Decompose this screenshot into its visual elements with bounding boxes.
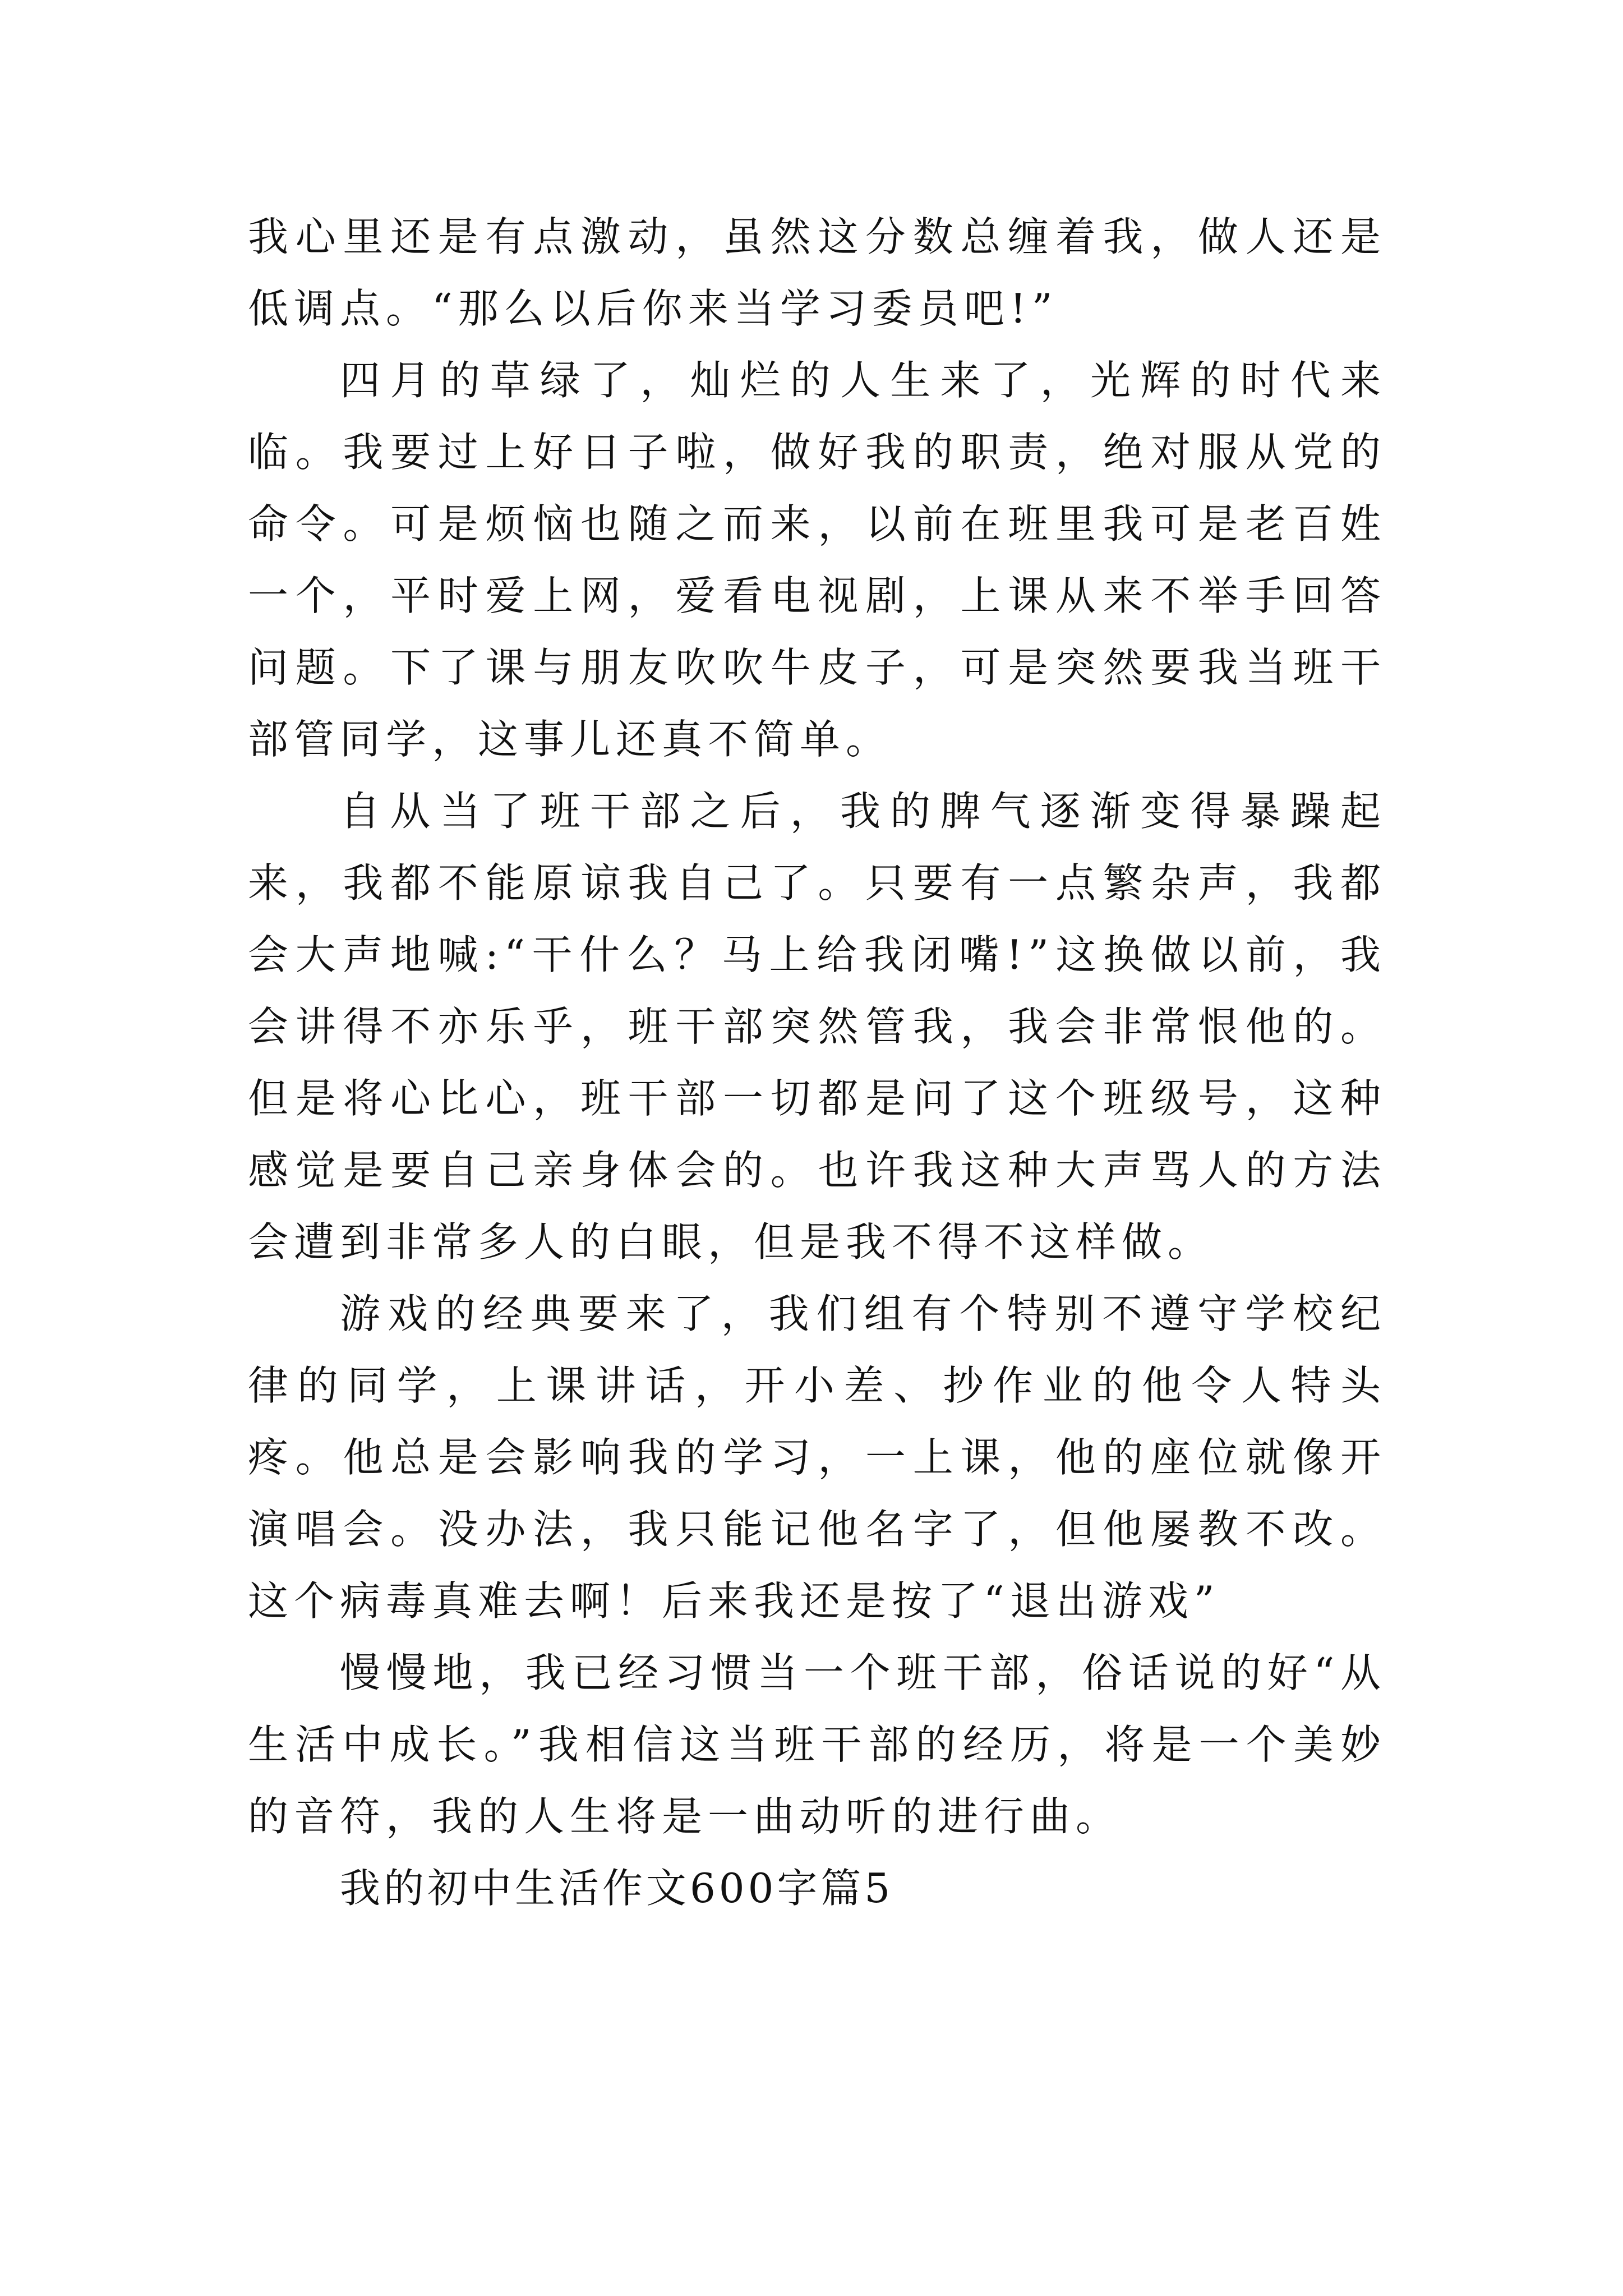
article-body xyxy=(248,201,1386,1924)
paragraph-4: 游戏的经典要来了，我们组有个特别不遵守学校纪律的同学，上课讲话，开小差、抄作业的他令人特头疼。他总是会影响我的学习，一上课，他的座位就像开演唱会。没办法，我只能记他名字了，但他屡教不改。这个病毒真难去啊！后来我还是按了“退出游戏” xyxy=(248,1290,1386,1625)
paragraph-5: 慢慢地，我已经习惯当一个班干部，俗话说的好“从生活中成长。”我相信这当班干部的经历，将是一个美妙的音符，我的人生将是一曲动听的进行曲。 xyxy=(248,1649,1386,1840)
section-heading: 我的初中生活作文600字篇5 xyxy=(340,1865,894,1912)
paragraph-1: 我心里还是有点激动，虽然这分数总缠着我，做人还是低调点。“那么以后你来当学习委员吧!” xyxy=(248,213,1386,332)
paragraph-3: 自从当了班干部之后，我的脾气逐渐变得暴躁起来，我都不能原谅我自己了。只要有一点繁杂声，我都会大声地喊:“干什么？马上给我闭嘴!”这换做以前，我会讲得不亦乐乎，班干部突然管我，我会非常恨他的。但是将心比心，班干部一切都是问了这个班级号，这种感觉是要自己亲身体会的。也许我这种大声骂人的方法会遭到非常多人的白眼，但是我不得不这样做。 xyxy=(248,788,1386,1266)
paragraph-2: 四月的草绿了，灿烂的人生来了，光辉的时代来临。我要过上好日子啦，做好我的职责，绝对服从党的命令。可是烦恼也随之而来，以前在班里我可是老百姓一个，平时爱上网，爱看电视剧，上课从来不举手回答问题。下了课与朋友吹吹牛皮子，可是突然要我当班干部管同学，这事儿还真不简单。 xyxy=(248,357,1386,763)
